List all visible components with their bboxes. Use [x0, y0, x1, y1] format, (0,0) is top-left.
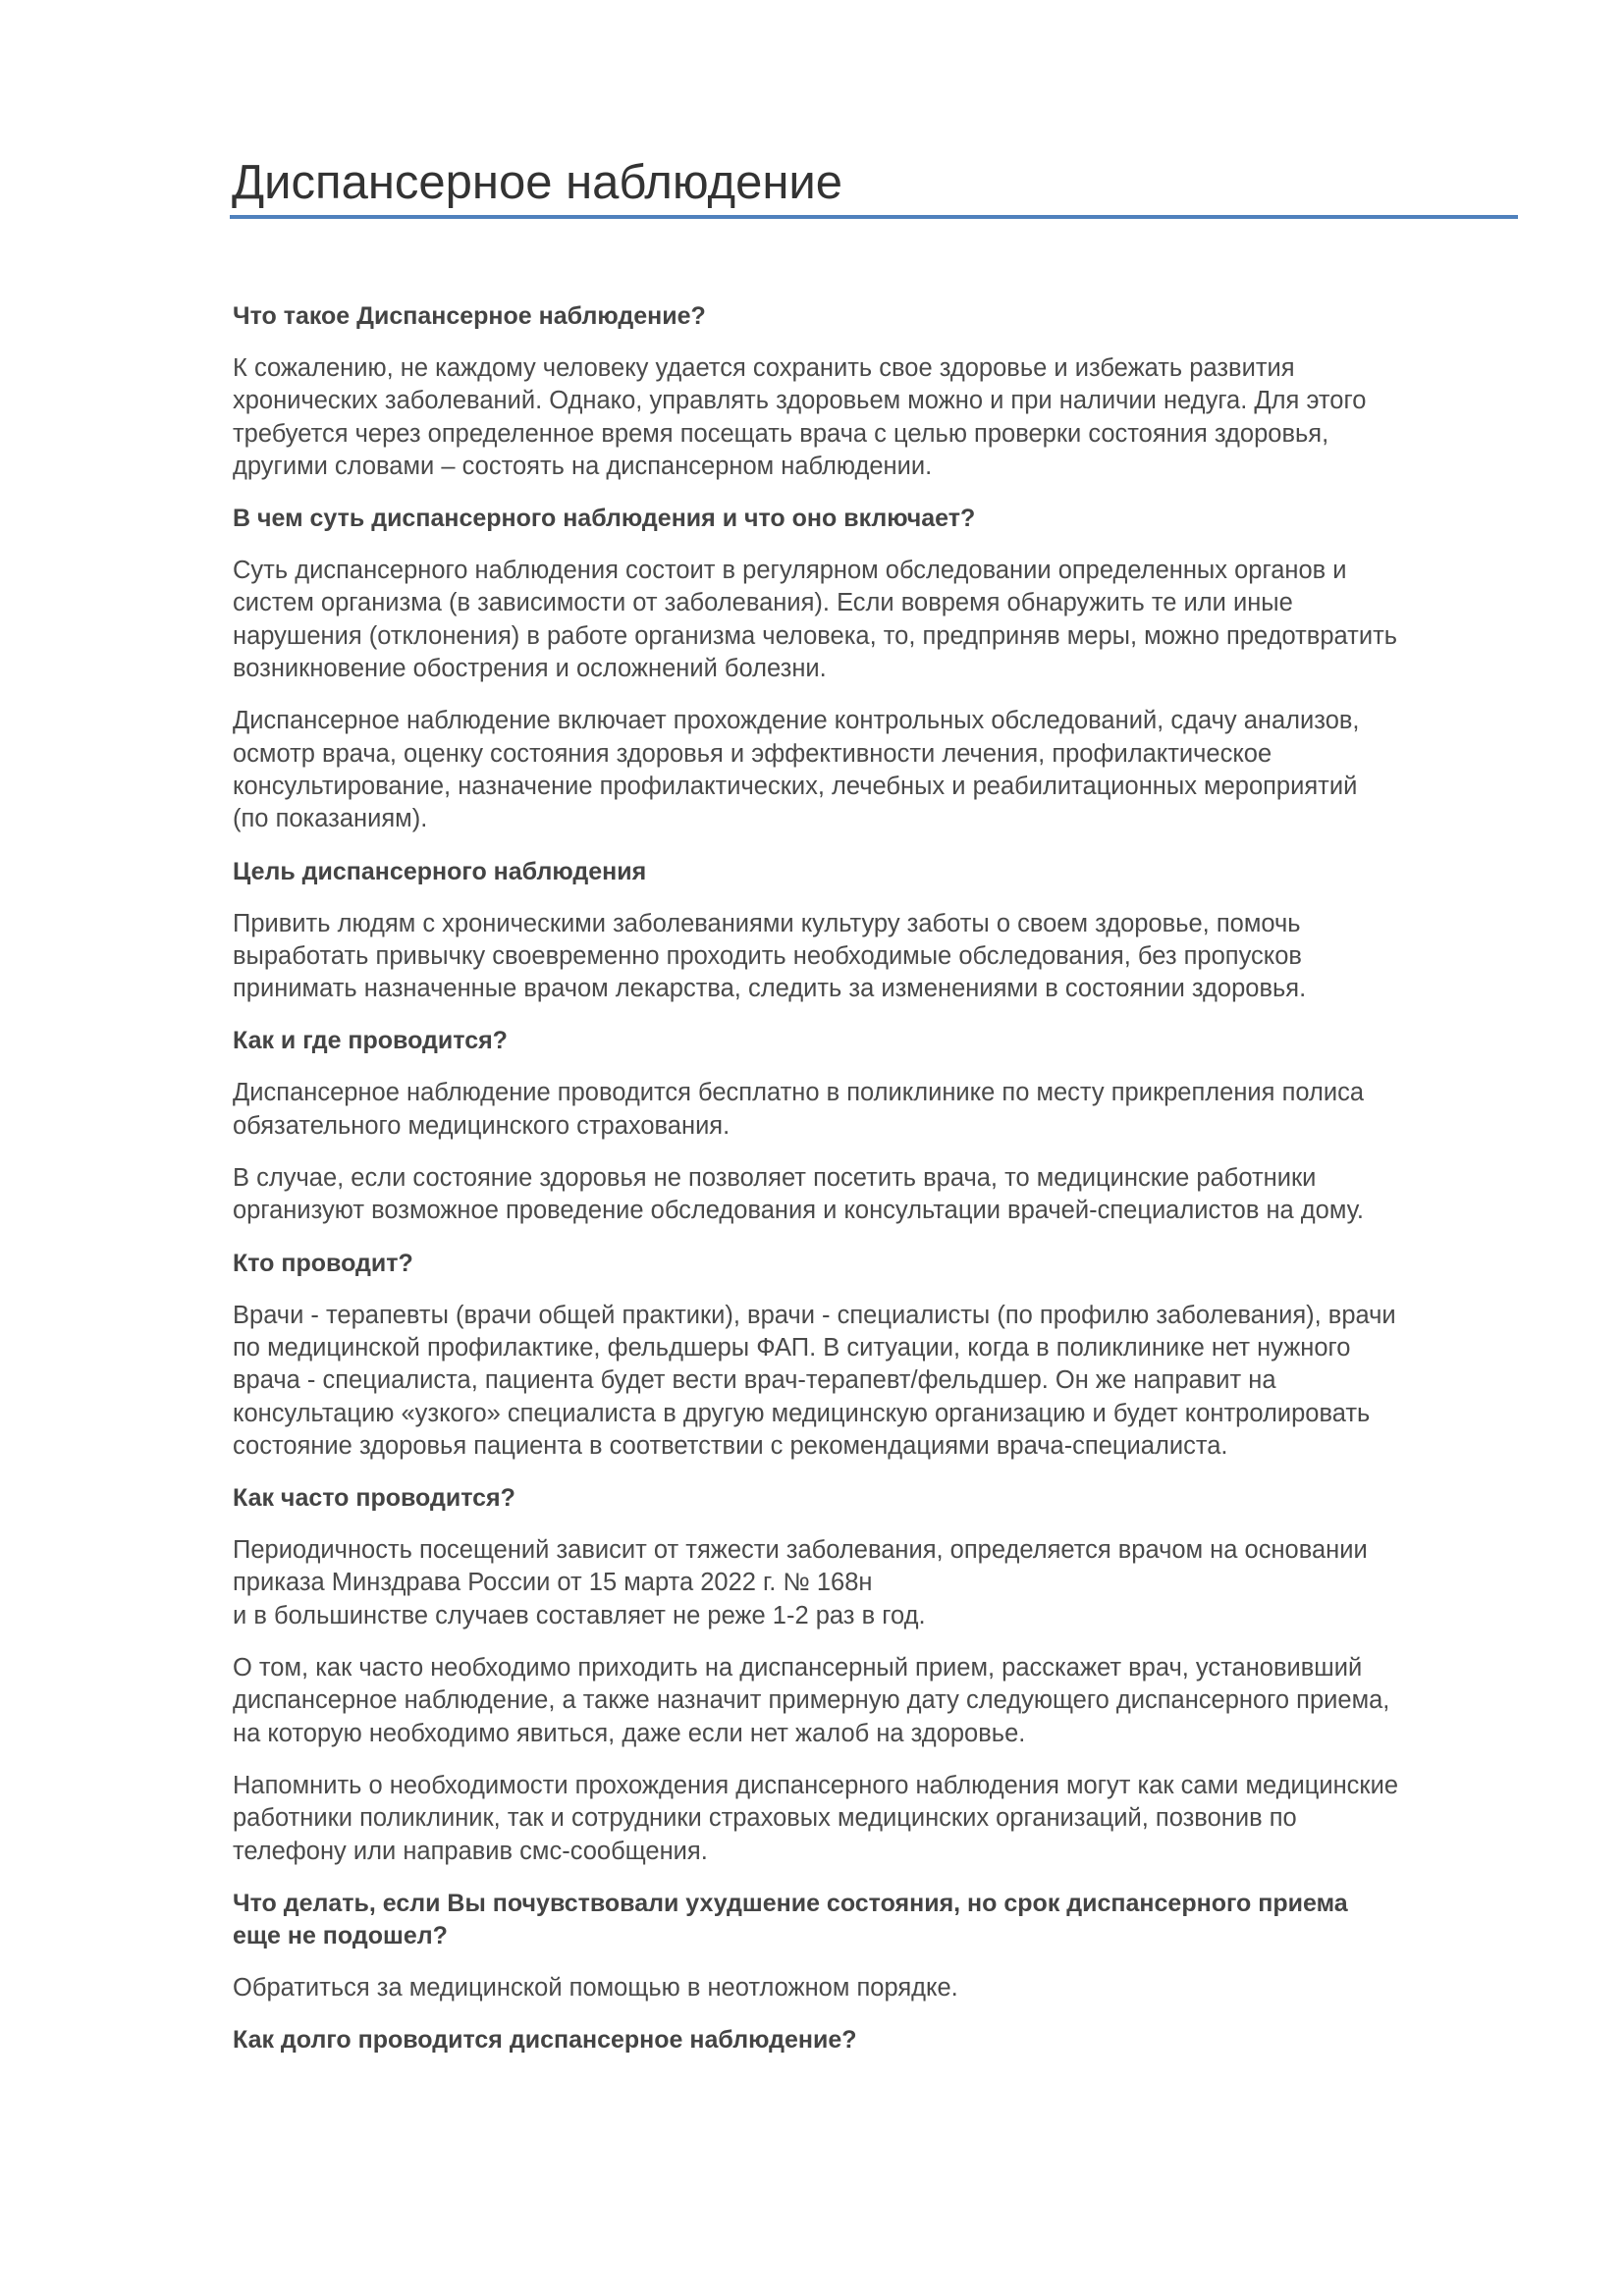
- section-heading: [233, 1025, 1519, 1057]
- paragraph-line: нарушения (отклонения) в работе организма человека, то, предприняв меры, можно предотвратить: [233, 621, 1398, 650]
- section-heading: [233, 1482, 1519, 1515]
- paragraph-line: осмотр врача, оценку состояния здоровья и эффективности лечения, профилактическое: [233, 739, 1272, 768]
- heading-line: Как и где проводится?: [233, 1027, 508, 1055]
- paragraph: [233, 1972, 1519, 2004]
- paragraph: [233, 1652, 1519, 1750]
- paragraph: [233, 1770, 1519, 1868]
- paragraph-line: на которую необходимо явиться, даже если нет жалоб на здоровье.: [233, 1719, 1026, 1747]
- paragraph-line: организуют возможное проведение обследования и консультации врачей-специалистов на дому.: [233, 1197, 1364, 1225]
- heading-line: Цель диспансерного наблюдения: [233, 857, 647, 885]
- paragraph-line: Периодичность посещений зависит от тяжести заболевания, определяется врачом на основании: [233, 1536, 1368, 1565]
- paragraph-line: Суть диспансерного наблюдения состоит в регулярном обследовании определенных органов и: [233, 557, 1347, 585]
- heading-line: Кто проводит?: [233, 1249, 413, 1277]
- paragraph-line: обязательного медицинского страхования.: [233, 1111, 731, 1140]
- heading-line: Как долго проводится диспансерное наблюдение?: [233, 2026, 857, 2055]
- paragraph-line: врача - специалиста, пациента будет вести врач-терапевт/фельдшер. Он же направит на: [233, 1366, 1276, 1395]
- paragraph-line: Обратиться за медицинской помощью в неотложном порядке.: [233, 1973, 958, 2002]
- paragraph-line: консультацию «узкого» специалиста в другую медицинскую организацию и будет контролировать: [233, 1399, 1371, 1427]
- paragraph-line: Врачи - терапевты (врачи общей практики), врачи - специалисты (по профилю заболевания), врачи: [233, 1301, 1396, 1329]
- section-heading: [233, 503, 1519, 535]
- paragraph-line: хронических заболеваний. Однако, управлять здоровьем можно и при наличии недуга. Для этого: [233, 387, 1367, 415]
- document-body: [233, 300, 1519, 2076]
- paragraph-line: систем организма (в зависимости от заболевания). Если вовремя обнаружить те или иные: [233, 589, 1293, 617]
- page-title: Диспансерное наблюдение: [232, 156, 843, 209]
- paragraph-line: О том, как часто необходимо приходить на диспансерный прием, расскажет врач, установивший: [233, 1654, 1363, 1682]
- paragraph-line: по медицинской профилактике, фельдшеры ФАП. В ситуации, когда в поликлинике нет нужного: [233, 1333, 1351, 1362]
- paragraph-line: выработать привычку своевременно проходить необходимые обследования, без пропусков: [233, 941, 1302, 970]
- paragraph-line: К сожалению, не каждому человеку удается сохранить свое здоровье и избежать развития: [233, 354, 1295, 382]
- paragraph-line: диспансерное наблюдение, а также назначит примерную дату следующего диспансерного приема,: [233, 1686, 1390, 1715]
- paragraph-line: работники поликлиник, так и сотрудники страховых медицинских организаций, позвонив по: [233, 1804, 1297, 1833]
- paragraph-line: состояние здоровья пациента в соответствии с рекомендациями врача-специалиста.: [233, 1431, 1228, 1460]
- paragraph-line: другими словами – состоять на диспансерном наблюдении.: [233, 452, 933, 480]
- section-heading: [233, 856, 1519, 888]
- paragraph-line: требуется через определенное время посещать врача с целью проверки состояния здоровья,: [233, 419, 1329, 448]
- heading-line: Что делать, если Вы почувствовали ухудшение состояния, но срок диспансерного приема: [233, 1889, 1348, 1917]
- heading-line: В чем суть диспансерного наблюдения и что оно включает?: [233, 505, 976, 533]
- section-heading: [233, 1248, 1519, 1280]
- paragraph-line: телефону или направив смс-сообщения.: [233, 1837, 708, 1865]
- paragraph-line: Напомнить о необходимости прохождения диспансерного наблюдения могут как сами медицинские: [233, 1771, 1399, 1799]
- heading-line: Как часто проводится?: [233, 1484, 515, 1513]
- paragraph-line: (по показаниям).: [233, 805, 428, 833]
- paragraph: [233, 908, 1519, 1006]
- paragraph-line: Диспансерное наблюдение включает прохождение контрольных обследований, сдачу анализов,: [233, 707, 1360, 735]
- paragraph-line: В случае, если состояние здоровья не позволяет посетить врача, то медицинские работники: [233, 1164, 1317, 1193]
- paragraph: [233, 1300, 1519, 1463]
- paragraph: [233, 705, 1519, 835]
- paragraph: [233, 1162, 1519, 1228]
- heading-line: еще не подошел?: [233, 1921, 448, 1949]
- paragraph-line: приказа Минздрава России от 15 марта 2022 г. № 168н: [233, 1569, 873, 1597]
- section-heading: [233, 1888, 1519, 1952]
- section-heading: [233, 300, 1519, 333]
- heading-line: Что такое Диспансерное наблюдение?: [233, 302, 706, 330]
- paragraph-line: консультирование, назначение профилактических, лечебных и реабилитационных мероприятий: [233, 772, 1358, 800]
- paragraph-line: и в большинстве случаев составляет не реже 1-2 раз в год.: [233, 1601, 926, 1629]
- paragraph-line: принимать назначенные врачом лекарства, следить за изменениями в состоянии здоровья.: [233, 975, 1307, 1003]
- section-heading: [233, 2024, 1519, 2056]
- paragraph: [233, 555, 1519, 685]
- paragraph: [233, 352, 1519, 483]
- paragraph: [233, 1534, 1519, 1632]
- paragraph-line: возникновение обострения и осложнений болезни.: [233, 655, 827, 683]
- paragraph-line: Привить людям с хроническими заболеваниями культуру заботы о своем здоровье, помочь: [233, 909, 1301, 937]
- paragraph-line: Диспансерное наблюдение проводится бесплатно в поликлинике по месту прикрепления полиса: [233, 1079, 1365, 1107]
- paragraph: [233, 1077, 1519, 1143]
- title-underline: [230, 215, 1518, 219]
